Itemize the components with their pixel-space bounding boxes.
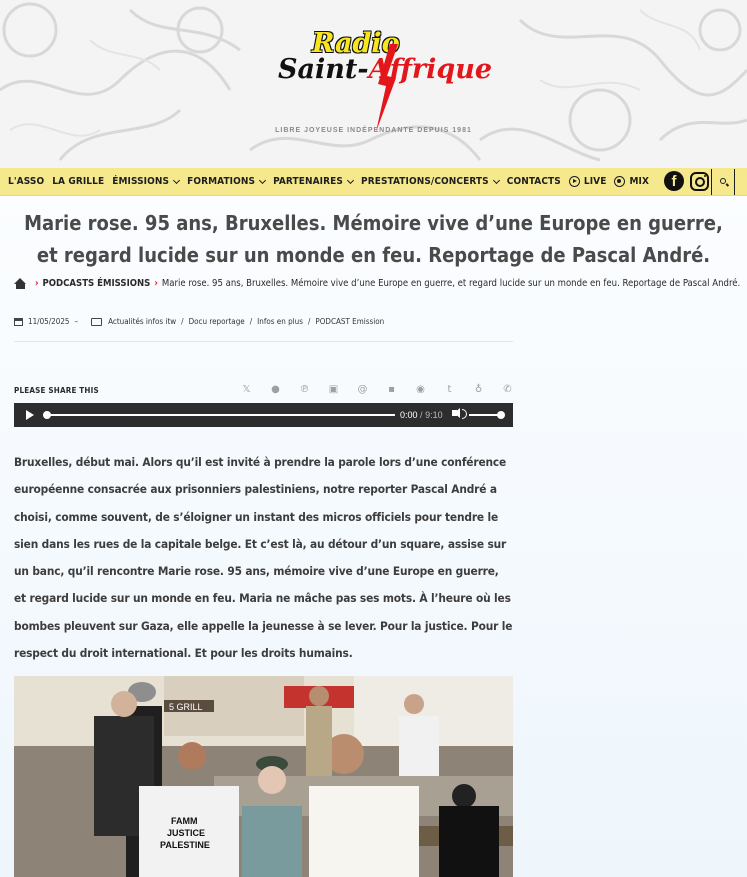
article-photo [14, 676, 513, 877]
logo-name-text: Saint-Affrique [278, 54, 493, 85]
play-circle-icon [569, 176, 580, 187]
meta-dash: – [74, 317, 79, 326]
category-link[interactable]: Actualités infos itw [108, 317, 177, 326]
audio-progress-handle[interactable] [43, 411, 51, 419]
volume-handle[interactable] [497, 411, 505, 419]
breadcrumb [14, 276, 747, 290]
nav-item-emissions[interactable]: ÉMISSIONS [112, 176, 179, 187]
volume-icon[interactable] [452, 410, 457, 416]
folder-icon [91, 318, 102, 326]
breadcrumb-current: Marie rose. 95 ans, Bruxelles. Mémoire vive d’une Europe en guerre, et regard lucide sur un monde en feu. Reportage de Pascal André. [161, 277, 741, 289]
chevron-down-icon [347, 176, 354, 183]
nav-item-live[interactable]: LIVE [569, 176, 607, 187]
article-body: Bruxelles, début mai. Alors qu’il est invité à prendre la parole lors d’une conférence européenne consacrée aux prisonniers palestiniens, notre reporter Pascal André a choisi, comme souvent, de s’éloigner un instant des micros officiels pour tendre le sien dans les rues de la capitale belge. Et c’est là, au détour d’un square, assise sur un banc, qu’il rencontre Marie rose. 95 ans, mémoire vive d’une Europe en guerre, et regard lucide sur un monde en feu. Maria ne mâche pas ses mots. À l’heure où les bombes pleuvent sur Gaza, elle appelle la jeunesse à se lever. Pour la justice. Pour le respect du droit international. Et pour les droits humains. [14, 455, 513, 661]
chevron-down-icon [259, 176, 266, 183]
meta-divider [14, 341, 513, 342]
breadcrumb-separator: › [154, 277, 158, 289]
site-tagline: LIBRE JOYEUSE INDÉPENDANTE DEPUIS 1981 [275, 127, 472, 134]
category-link[interactable]: Docu reportage [188, 317, 245, 326]
chevron-down-icon [173, 176, 180, 183]
share-label: PLEASE SHARE THIS [14, 386, 99, 395]
x-icon[interactable]: 𝕏 [242, 384, 251, 395]
calendar-icon [14, 318, 23, 326]
audio-player [14, 403, 513, 427]
facebook-icon[interactable]: ● [271, 384, 280, 395]
photo-shirt-text-1: FAMM [171, 816, 198, 826]
category-separator: / [181, 317, 184, 326]
social-links [664, 171, 709, 191]
pinterest-icon[interactable]: ℗ [299, 384, 310, 395]
article-photo-illustration [14, 676, 513, 877]
threads-icon[interactable]: @ [357, 384, 368, 395]
photo-shirt-text-2: JUSTICE [167, 828, 206, 838]
play-button[interactable] [26, 410, 34, 420]
nav-item-asso[interactable]: L'ASSO [8, 176, 45, 187]
article-title: Marie rose. 95 ans, Bruxelles. Mémoire vive d’une Europe en guerre, et regard lucide sur un monde en feu. Reportage de Pascal André. [24, 211, 723, 267]
site-logo[interactable] [276, 24, 493, 120]
category-link[interactable]: PODCAST Emission [315, 317, 385, 326]
facebook-icon[interactable]: f [664, 171, 684, 191]
tumblr-icon[interactable]: t [447, 384, 452, 395]
nav-item-partenaires[interactable]: PARTENAIRES [273, 176, 353, 187]
search-icon [720, 178, 726, 184]
breadcrumb-category-link[interactable]: PODCASTS ÉMISSIONS [42, 277, 151, 289]
instagram-icon[interactable] [690, 172, 709, 191]
vk-icon[interactable]: ▪ [388, 384, 395, 395]
site-header [0, 0, 747, 168]
photo-sign-text: 5 GRILL [169, 702, 203, 712]
category-link[interactable]: Infos en plus [257, 317, 303, 326]
photo-shirt-text-3: PALESTINE [160, 840, 210, 850]
main-navigation [0, 168, 747, 196]
nav-item-formations[interactable]: FORMATIONS [187, 176, 265, 187]
audio-time: 0:00 / 9:10 [400, 410, 443, 420]
nav-item-contacts[interactable]: CONTACTS [506, 176, 561, 187]
nav-item-grille[interactable]: LA GRILLE [52, 176, 105, 187]
reddit-icon[interactable]: ◉ [416, 384, 425, 395]
nav-item-mix[interactable]: MIX [614, 176, 649, 187]
home-icon[interactable] [14, 278, 27, 289]
category-separator: / [249, 317, 253, 326]
search-button[interactable] [711, 169, 735, 195]
linkedin-icon[interactable]: ▣ [328, 384, 339, 395]
category-separator: / [307, 317, 311, 326]
post-meta [14, 317, 384, 326]
share-buttons [232, 384, 522, 395]
logo-radio-text: Radio [312, 28, 400, 59]
post-date[interactable]: 11/05/2025 [28, 317, 70, 326]
audio-progress-bar[interactable] [45, 414, 395, 416]
whatsapp-icon[interactable]: ✆ [503, 384, 512, 395]
chevron-down-icon [493, 176, 500, 183]
record-circle-icon [614, 176, 625, 187]
weibo-icon[interactable]: ♁ [474, 384, 483, 395]
nav-item-prestations[interactable]: PRESTATIONS/CONCERTS [361, 176, 499, 187]
breadcrumb-separator: › [35, 277, 39, 289]
